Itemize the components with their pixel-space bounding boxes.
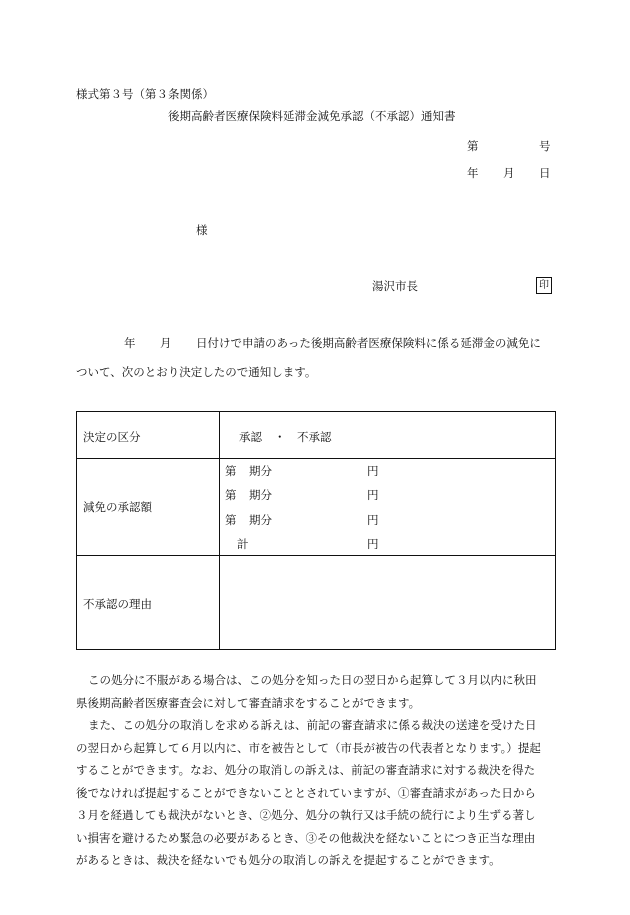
- yen-unit: 円: [367, 513, 379, 527]
- body-line-2: ついて、次のとおり決定したので通知します。: [76, 365, 317, 379]
- notice-line: 県後期高齢者医療審査会に対して審査請求をすることができます。: [76, 695, 421, 710]
- yen-unit: 円: [367, 464, 379, 478]
- decision-table: [76, 411, 556, 650]
- notice-line: また、この処分の取消しを求める訴えは、前記の審査請求に係る裁決の送達を受けた日: [88, 718, 537, 732]
- date-day-label: 日: [539, 166, 551, 180]
- table-column-divider: [219, 412, 220, 649]
- appeal-notice: [76, 669, 556, 872]
- disapprove-option: 不承認: [297, 430, 332, 444]
- date-month-label: 月: [503, 166, 515, 180]
- total-label: 計: [237, 537, 249, 551]
- period-prefix: 第: [225, 464, 237, 478]
- number-suffix: 号: [539, 139, 551, 153]
- notice-line: 後でなければ提起することができないこととされていますが、①審査請求があった日から: [76, 785, 536, 800]
- approved-amount-label: 減免の承認額: [83, 500, 152, 514]
- sender-name: 湯沢市長: [372, 279, 418, 293]
- form-number: 様式第３号（第３条関係）: [76, 87, 214, 101]
- disapproval-reason-label: 不承認の理由: [83, 597, 152, 611]
- option-separator: ・: [274, 430, 286, 444]
- body-year: 年: [124, 336, 136, 350]
- approve-option: 承認: [239, 430, 262, 444]
- period-suffix: 期分: [249, 513, 272, 527]
- period-prefix: 第: [225, 513, 237, 527]
- body-month: 月: [160, 336, 172, 350]
- yen-unit: 円: [367, 537, 379, 551]
- notice-line: この処分に不服がある場合は、この処分を知った日の翌日から起算して３月以内に秋田: [88, 673, 537, 687]
- notice-line: の翌日から起算して６月以内に、市を被告として（市長が被告の代表者となります。）提起: [76, 740, 541, 755]
- body-line-1: 日付けで申請のあった後期高齢者医療保険料に係る延滞金の減免に: [196, 336, 541, 350]
- number-label: 第: [467, 139, 479, 153]
- yen-unit: 円: [367, 488, 379, 502]
- notice-line: することができます。なお、処分の取消しの訴えは、前記の審査請求に対する裁決を得た: [76, 763, 536, 777]
- date-year-label: 年: [467, 166, 479, 180]
- period-suffix: 期分: [249, 464, 272, 478]
- notice-line: があるときは、裁決を経ないでも処分の取消しの訴えを提起することができます。: [76, 853, 501, 867]
- period-prefix: 第: [225, 488, 237, 502]
- table-row-divider: [77, 458, 555, 459]
- table-row-divider: [77, 555, 555, 556]
- document-title: 後期高齢者医療保険料延滞金減免承認（不承認）通知書: [168, 109, 456, 123]
- period-suffix: 期分: [249, 488, 272, 502]
- decision-category-label: 決定の区分: [83, 430, 141, 444]
- notice-line: ３月を経過しても裁決がないとき、②処分、処分の執行又は手続の続行により生ずる著し: [76, 808, 536, 822]
- notice-line: い損害を避けるため緊急の必要があるとき、③その他裁決を経ないことにつき正当な理由: [76, 830, 536, 845]
- addressee-honorific: 様: [196, 223, 208, 237]
- seal-mark: 印: [536, 277, 552, 294]
